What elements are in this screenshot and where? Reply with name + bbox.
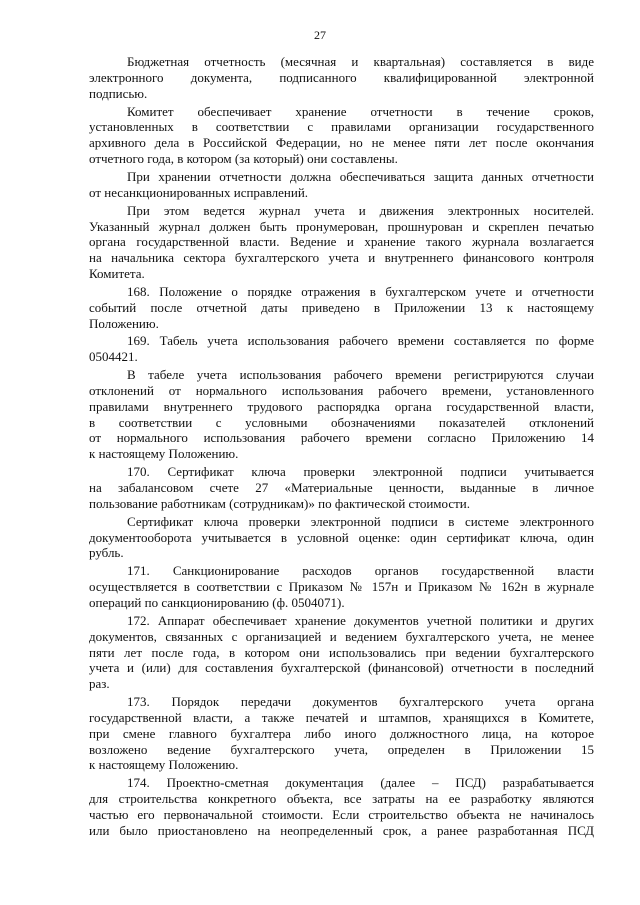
- paragraph-line: документооборота учитывается в условной оценке: один сертификат ключа, один: [89, 529, 594, 545]
- paragraph-line: к настоящему Положению.: [89, 446, 239, 462]
- paragraph-line: частью его первоначальной стоимости. Если строительство объекта не начиналось: [89, 806, 594, 822]
- paragraph-line: или было приостановлено на неопределенный срок, а ранее разработанная ПСД: [89, 822, 594, 838]
- paragraph-line: При хранении отчетности должна обеспечиваться защита данных отчетности: [127, 168, 594, 184]
- paragraph-line: от несанкционированных исправлений.: [89, 184, 309, 200]
- paragraph-line: рубль.: [89, 545, 124, 561]
- paragraph-line: подписью.: [89, 85, 148, 101]
- paragraph-line: на забалансовом счете 27 «Материальные ценности, выданные в личное: [89, 480, 594, 496]
- paragraph: [89, 54, 594, 101]
- paragraph-line: государственной власти, а также печатей и штампов, хранящихся в Комитете,: [89, 709, 594, 725]
- paragraph-line: осуществляется в соответствии с Приказом № 157н и Приказом № 162н в журнале: [89, 579, 594, 595]
- paragraph-line: в соответствии с условными обозначениями показателей отклонений: [89, 414, 594, 430]
- paragraph: [89, 169, 594, 201]
- paragraph-line: правилами внутреннего трудового распорядка органа государственной власти,: [89, 398, 594, 414]
- paragraph-line: от нормального использования рабочего времени согласно Приложению 14: [89, 430, 594, 446]
- paragraph: [89, 203, 594, 282]
- paragraph-line: 171. Санкционирование расходов органов государственной власти: [127, 563, 594, 579]
- paragraph-line: документов, связанных с организацией и ведением бухгалтерского учета, не менее: [89, 628, 594, 644]
- paragraph-line: отчетного года, в котором (за который) они составлены.: [89, 150, 398, 166]
- paragraph-line: Положению.: [89, 315, 159, 331]
- paragraph-line: возложено ведение бухгалтерского учета, определен в Приложении 15: [89, 741, 594, 757]
- paragraph-line: операций по санкционированию (ф. 0504071).: [89, 594, 345, 610]
- document-body: [89, 54, 594, 841]
- paragraph-line: учета и (или) для составления бухгалтерской (финансовой) отчетности в последний: [89, 660, 594, 676]
- paragraph-line: раз.: [89, 676, 110, 692]
- paragraph-line: событий после отчетной даты приведено в Приложении 13 к настоящему: [89, 299, 594, 315]
- paragraph-line: 0504421.: [89, 349, 138, 365]
- paragraph-line: Комитет обеспечивает хранение отчетности в течение сроков,: [127, 103, 594, 119]
- paragraph-line: 174. Проектно-сметная документация (далее – ПСД) разрабатывается: [127, 775, 594, 791]
- paragraph-line: 173. Порядок передачи документов бухгалтерского учета органа: [127, 694, 594, 710]
- paragraph-line: Указанный журнал должен быть пронумерован, прошнурован и скреплен печатью: [89, 218, 594, 234]
- page-number: 27: [314, 28, 326, 42]
- paragraph: [89, 284, 594, 331]
- paragraph-line: органа государственной власти. Ведение и хранение такого журнала возлагается: [89, 234, 594, 250]
- paragraph-line: 172. Аппарат обеспечивает хранение документов учетной политики и других: [127, 612, 594, 628]
- paragraph-line: к настоящему Положению.: [89, 757, 239, 773]
- paragraph-line: Бюджетная отчетность (месячная и квартальная) составляется в виде: [127, 54, 594, 69]
- paragraph-line: архивного дела в Российской Федерации, но не менее пяти лет после окончания: [89, 135, 594, 151]
- paragraph-line: при смене главного бухгалтера либо иного должностного лица, на которое: [89, 725, 594, 741]
- paragraph: [89, 775, 594, 838]
- paragraph: [89, 613, 594, 692]
- paragraph-line: пользование работникам (сотрудникам)» по фактической стоимости.: [89, 495, 470, 511]
- paragraph-line: Сертификат ключа проверки электронной подписи в системе электронного: [127, 513, 594, 529]
- paragraph: [89, 333, 594, 365]
- paragraph-line: для строительства конкретного объекта, все затраты на ее разработку являются: [89, 791, 594, 807]
- paragraph: [89, 104, 594, 167]
- paragraph-line: При этом ведется журнал учета и движения электронных носителей.: [127, 202, 594, 218]
- paragraph: [89, 367, 594, 462]
- paragraph-line: на начальника сектора бухгалтерского учета и внутреннего финансового контроля: [89, 250, 594, 266]
- paragraph: [89, 563, 594, 610]
- paragraph-line: электронного документа, подписанного квалифицированной электронной: [89, 69, 594, 85]
- paragraph-line: 170. Сертификат ключа проверки электронной подписи учитывается: [127, 464, 594, 480]
- paragraph-line: отклонений от нормального использования рабочего времени, установленного: [89, 383, 594, 399]
- paragraph: [89, 514, 594, 561]
- paragraph-line: Комитета.: [89, 265, 145, 281]
- paragraph: [89, 464, 594, 511]
- paragraph-line: 168. Положение о порядке отражения в бухгалтерском учете и отчетности: [127, 283, 594, 299]
- paragraph: [89, 694, 594, 773]
- paragraph-line: установленных в соответствии с правилами организации государственного: [89, 119, 594, 135]
- paragraph-line: 169. Табель учета использования рабочего времени составляется по форме: [127, 333, 594, 349]
- paragraph-line: В табеле учета использования рабочего времени регистрируются случаи: [127, 367, 594, 383]
- paragraph-line: пяти лет после года, в котором они использовались при ведении бухгалтерского: [89, 644, 594, 660]
